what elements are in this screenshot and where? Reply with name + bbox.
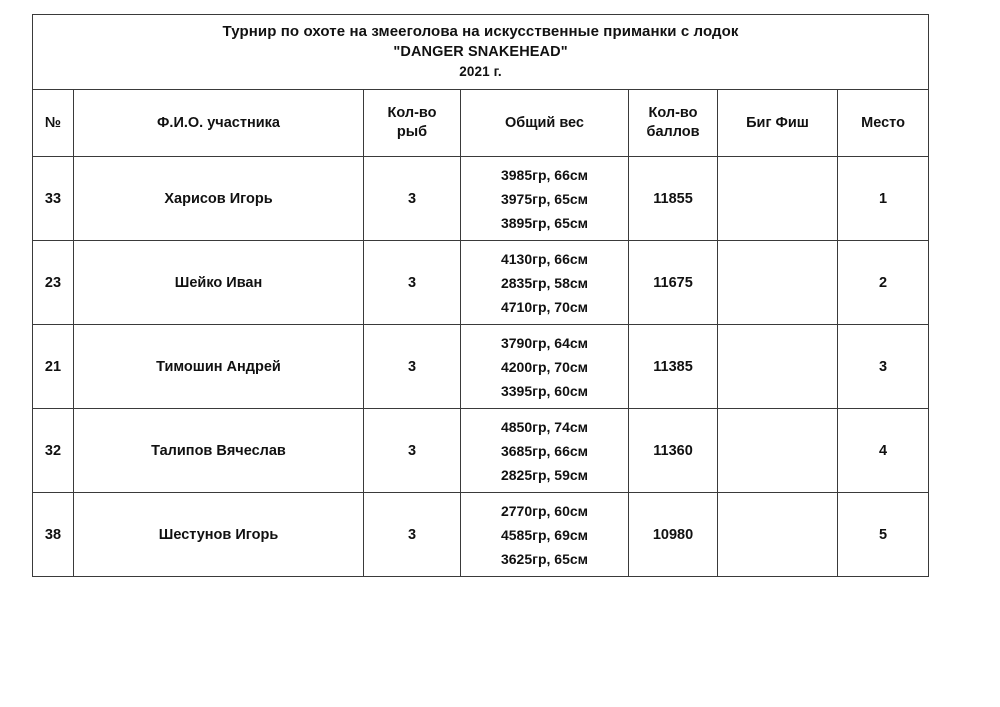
catch-entry: 3685гр, 66см [500, 442, 589, 459]
cell-participant: Шестунов Игорь [74, 493, 364, 577]
title-line-event: Турнир по охоте на змееголова на искусственные приманки с лодок [222, 23, 739, 40]
table-header-row [33, 90, 929, 157]
header-fish-count-label-line1: Кол-во [387, 105, 437, 121]
cell-points: 10980 [629, 493, 718, 577]
catch-entry: 4200гр, 70см [500, 358, 589, 375]
catch-entry: 4710гр, 70см [500, 298, 589, 315]
catch-entry: 4585гр, 69см [500, 526, 589, 543]
cell-big-fish [718, 409, 838, 493]
header-points-label-line2: баллов [646, 124, 700, 140]
cell-place: 1 [838, 157, 929, 241]
cell-points: 11385 [629, 325, 718, 409]
cell-total-weight [461, 493, 629, 577]
cell-big-fish [718, 493, 838, 577]
header-big-fish [718, 90, 838, 157]
cell-participant: Харисов Игорь [74, 157, 364, 241]
catch-entry: 2835гр, 58см [500, 274, 589, 291]
table-row [33, 409, 929, 493]
cell-place: 4 [838, 409, 929, 493]
cell-big-fish [718, 241, 838, 325]
catch-entry: 3625гр, 65см [500, 550, 589, 567]
cell-total-weight [461, 325, 629, 409]
cell-fish-count: 3 [364, 493, 461, 577]
header-number [33, 90, 74, 157]
cell-total-weight [461, 241, 629, 325]
cell-number: 33 [33, 157, 74, 241]
cell-fish-count: 3 [364, 241, 461, 325]
cell-fish-count: 3 [364, 409, 461, 493]
catch-entry: 3395гр, 60см [500, 382, 589, 399]
table-row [33, 241, 929, 325]
cell-points: 11675 [629, 241, 718, 325]
cell-number: 21 [33, 325, 74, 409]
header-participant [74, 90, 364, 157]
header-participant-label: Ф.И.О. участника [157, 114, 280, 131]
cell-participant: Талипов Вячеслав [74, 409, 364, 493]
cell-big-fish [718, 157, 838, 241]
cell-points: 11360 [629, 409, 718, 493]
cell-number: 23 [33, 241, 74, 325]
tournament-results-table [32, 14, 929, 577]
document-title-cell [33, 15, 929, 90]
header-fish-count-label-line2: рыб [396, 124, 428, 140]
catch-entry: 3790гр, 64см [500, 334, 589, 351]
header-total-weight-label: Общий вес [505, 114, 584, 131]
catch-entry: 3895гр, 65см [500, 214, 589, 231]
cell-participant: Тимошин Андрей [74, 325, 364, 409]
table-row [33, 493, 929, 577]
catch-entry: 4850гр, 74см [500, 418, 589, 435]
title-line-year: 2021 г. [459, 64, 502, 79]
catch-entry: 3985гр, 66см [500, 166, 589, 183]
cell-number: 32 [33, 409, 74, 493]
cell-place: 5 [838, 493, 929, 577]
table-row [33, 325, 929, 409]
header-number-label: № [44, 114, 62, 131]
cell-participant: Шейко Иван [74, 241, 364, 325]
cell-place: 3 [838, 325, 929, 409]
table-title-row [33, 15, 929, 90]
header-points [629, 90, 718, 157]
header-fish-count [364, 90, 461, 157]
cell-big-fish [718, 325, 838, 409]
catch-entry: 2825гр, 59см [500, 466, 589, 483]
cell-place: 2 [838, 241, 929, 325]
catch-entry: 3975гр, 65см [500, 190, 589, 207]
title-line-name: "DANGER SNAKEHEAD" [393, 44, 568, 60]
cell-total-weight [461, 157, 629, 241]
header-total-weight [461, 90, 629, 157]
cell-points: 11855 [629, 157, 718, 241]
header-points-label-line1: Кол-во [648, 105, 698, 121]
cell-total-weight [461, 409, 629, 493]
cell-fish-count: 3 [364, 157, 461, 241]
catch-entry: 4130гр, 66см [500, 250, 589, 267]
header-place-label: Место [861, 114, 905, 131]
header-big-fish-label: Биг Фиш [746, 114, 809, 131]
cell-fish-count: 3 [364, 325, 461, 409]
header-place [838, 90, 929, 157]
table-row [33, 157, 929, 241]
cell-number: 38 [33, 493, 74, 577]
catch-entry: 2770гр, 60см [500, 502, 589, 519]
